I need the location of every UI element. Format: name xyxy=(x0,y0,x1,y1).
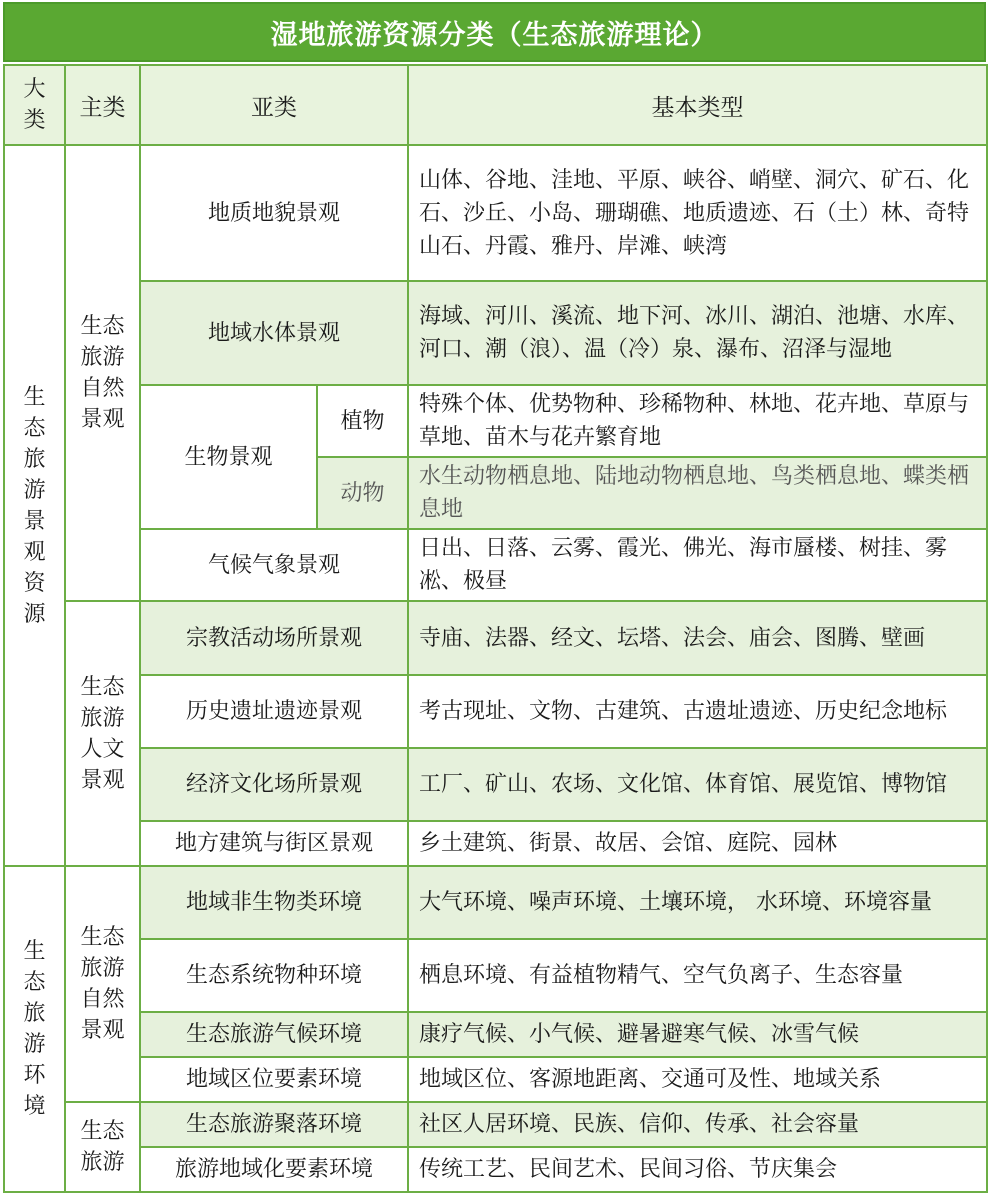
table-row xyxy=(4,281,987,385)
sub-cell: 旅游地域化要素环境 xyxy=(140,1147,408,1192)
table-row xyxy=(4,866,987,939)
types-cell: 传统工艺、民间艺术、民间习俗、节庆集会 xyxy=(408,1147,987,1192)
sub-cell: 气候气象景观 xyxy=(140,529,408,601)
header-major: 大类 xyxy=(4,65,65,145)
table-row xyxy=(4,529,987,601)
sub-cell: 生态旅游气候环境 xyxy=(140,1012,408,1057)
header-main: 主类 xyxy=(65,65,140,145)
main-cell: 生态旅游自然景观 xyxy=(65,866,140,1102)
types-cell: 栖息环境、有益植物精气、空气负离子、生态容量 xyxy=(408,939,987,1012)
types-cell: 康疗气候、小气候、避暑避寒气候、冰雪气候 xyxy=(408,1012,987,1057)
types-cell: 社区人居环境、民族、信仰、传承、社会容量 xyxy=(408,1102,987,1147)
header-row xyxy=(4,65,987,145)
table-row xyxy=(4,1102,987,1147)
types-cell: 日出、日落、云雾、霞光、佛光、海市蜃楼、树挂、雾凇、极昼 xyxy=(408,529,987,601)
sub-cell: 地域水体景观 xyxy=(140,281,408,385)
table-row xyxy=(4,939,987,1012)
sub-cell: 生态系统物种环境 xyxy=(140,939,408,1012)
table-row xyxy=(4,748,987,821)
types-cell: 乡土建筑、街景、故居、会馆、庭院、园林 xyxy=(408,821,987,866)
types-cell: 地域区位、客源地距离、交通可及性、地域关系 xyxy=(408,1057,987,1102)
types-cell: 海域、河川、溪流、地下河、冰川、湖泊、池塘、水库、河口、潮（浪）、温（冷）泉、瀑布、沼泽与湿地 xyxy=(408,281,987,385)
sub-cell: 经济文化场所景观 xyxy=(140,748,408,821)
table-row xyxy=(4,1012,987,1057)
sub-cell: 地域区位要素环境 xyxy=(140,1057,408,1102)
header-types: 基本类型 xyxy=(408,65,987,145)
sub-cell: 历史遗址遗迹景观 xyxy=(140,675,408,748)
sub-cell: 地质地貌景观 xyxy=(140,145,408,281)
sub-cell: 宗教活动场所景观 xyxy=(140,601,408,675)
main-cell: 生态旅游人文景观 xyxy=(65,601,140,866)
types-cell: 大气环境、噪声环境、土壤环境， 水环境、环境容量 xyxy=(408,866,987,939)
types-cell: 特殊个体、优势物种、珍稀物种、林地、花卉地、草原与草地、苗木与花卉繁育地 xyxy=(408,385,987,457)
major-cell: 生态旅游环境 xyxy=(4,866,65,1192)
sub-cell-plant: 植物 xyxy=(317,385,408,457)
types-cell: 水生动物栖息地、陆地动物栖息地、鸟类栖息地、蝶类栖息地 xyxy=(408,457,987,529)
sub-cell: 生物景观 xyxy=(140,385,317,529)
table-row xyxy=(4,145,987,281)
types-cell: 考古现址、文物、古建筑、古遗址遗迹、历史纪念地标 xyxy=(408,675,987,748)
table-row xyxy=(4,675,987,748)
sub-cell: 生态旅游聚落环境 xyxy=(140,1102,408,1147)
types-cell: 寺庙、法器、经文、坛塔、法会、庙会、图腾、壁画 xyxy=(408,601,987,675)
table-row xyxy=(4,385,987,457)
title-bar xyxy=(3,2,986,62)
main-cell: 生态旅游 xyxy=(65,1102,140,1192)
header-sub: 亚类 xyxy=(140,65,408,145)
types-cell: 山体、谷地、洼地、平原、峡谷、峭壁、洞穴、矿石、化石、沙丘、小岛、珊瑚礁、地质遗迹、石（土）林、奇特山石、丹霞、雅丹、岸滩、峡湾 xyxy=(408,145,987,281)
types-cell: 工厂、矿山、农场、文化馆、体育馆、展览馆、博物馆 xyxy=(408,748,987,821)
classification-table xyxy=(3,64,988,1193)
table-row xyxy=(4,1057,987,1102)
major-cell: 生态旅游景观资源 xyxy=(4,145,65,866)
table-row xyxy=(4,1147,987,1192)
table-row xyxy=(4,601,987,675)
sub-cell-animal: 动物 xyxy=(317,457,408,529)
sub-cell: 地方建筑与街区景观 xyxy=(140,821,408,866)
page-title: 湿地旅游资源分类（生态旅游理论） xyxy=(270,19,719,51)
sub-cell: 地域非生物类环境 xyxy=(140,866,408,939)
table-row xyxy=(4,821,987,866)
main-cell: 生态旅游自然景观 xyxy=(65,145,140,601)
